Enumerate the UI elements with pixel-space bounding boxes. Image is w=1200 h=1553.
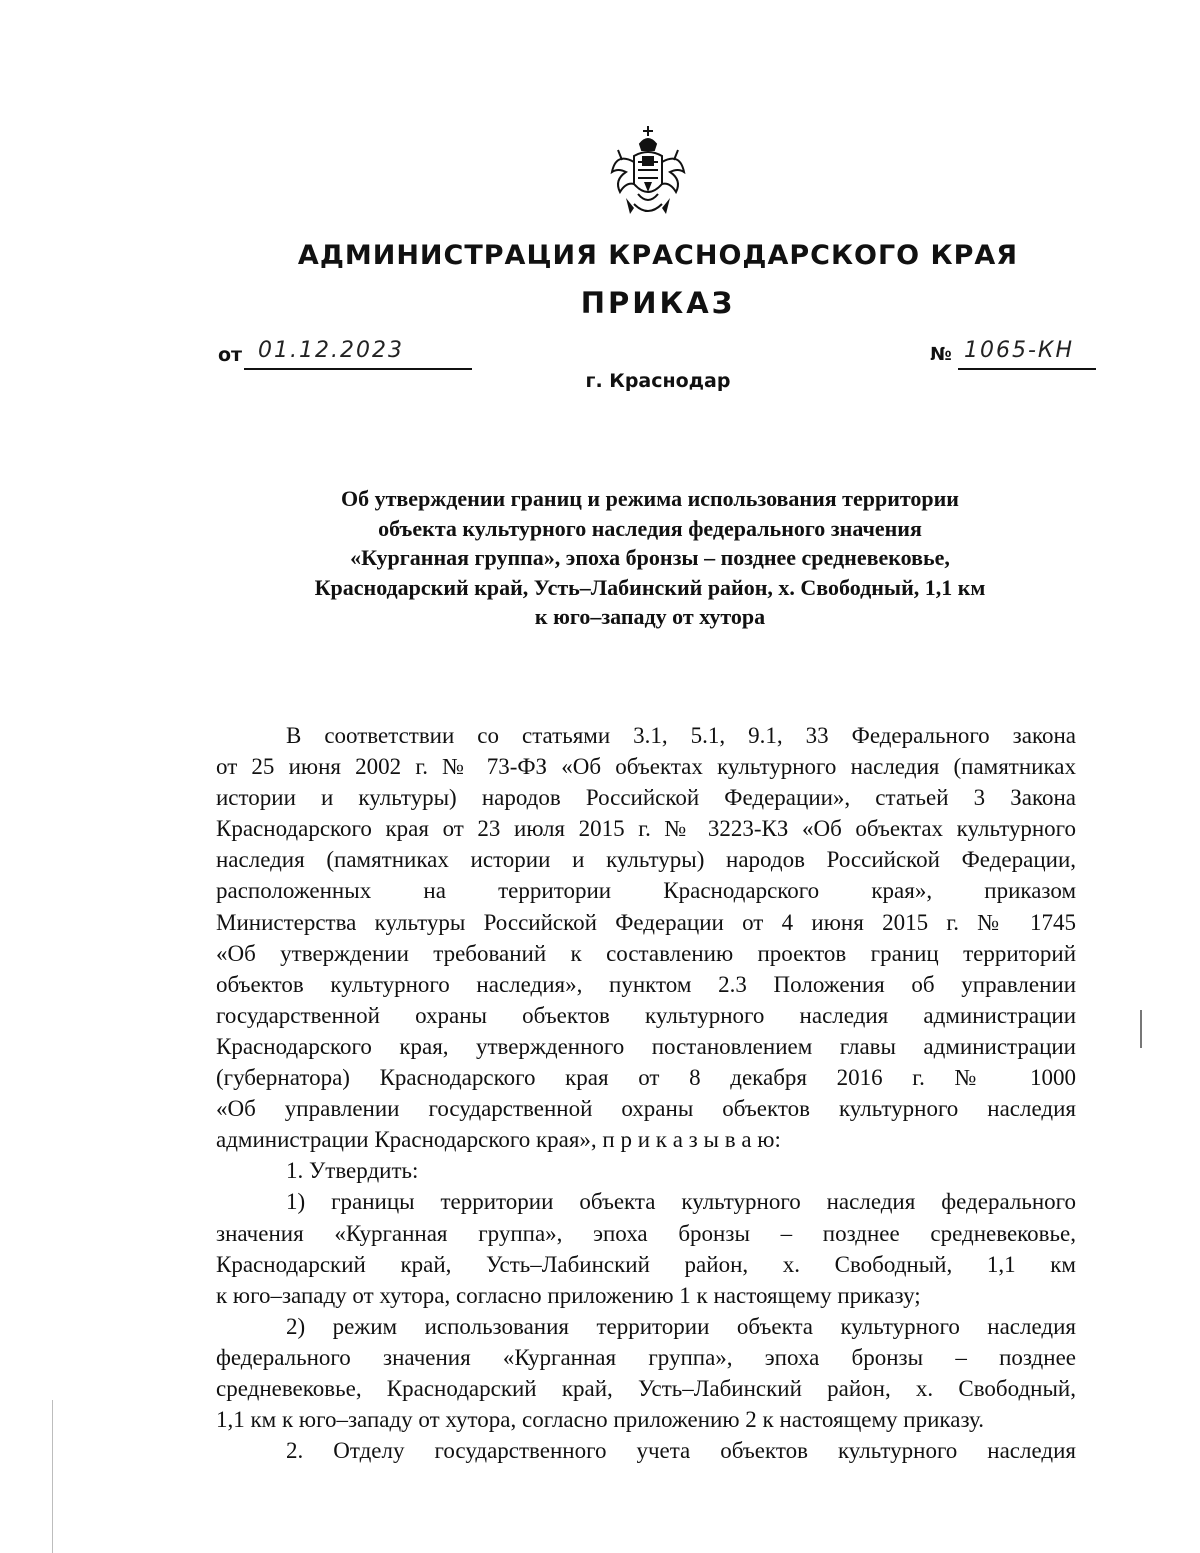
body-line: объектов культурного наследия», пунктом 2.3 Положения об управлении	[216, 971, 1076, 997]
date-value: 01.12.2023	[258, 338, 404, 363]
body-line: к юго–западу от хутора, согласно приложению 1 к настоящему приказу;	[216, 1282, 921, 1308]
body-line: 1,1 км к юго–западу от хутора, согласно приложению 2 к настоящему приказу.	[216, 1407, 984, 1433]
body-line: (губернатора) Краснодарского края от 8 декабря 2016 г. № 1000	[216, 1065, 1076, 1091]
body-line: истории и культуры) народов Российской Федерации», статьей 3 Закона	[216, 785, 1076, 811]
body-line: администрации Краснодарского края», п р и к а з ы в а ю:	[216, 1127, 781, 1153]
body-line: В соответствии со статьями 3.1, 5.1, 9.1, 33 Федерального закона	[286, 723, 1076, 748]
body-line: «Об утверждении требований к составлению проектов границ территорий	[216, 940, 1076, 966]
body-line: «Об управлении государственной охраны объектов культурного наследия	[216, 1096, 1076, 1122]
organization-title: АДМИНИСТРАЦИЯ КРАСНОДАРСКОГО КРАЯ	[297, 240, 1019, 271]
body-line: Краснодарский край, Усть–Лабинский район, х. Свободный, 1,1 км	[216, 1251, 1076, 1277]
number-value: 1065-КН	[964, 338, 1075, 363]
number-field	[958, 340, 1096, 370]
date-field	[244, 340, 472, 370]
body-line: средневековье, Краснодарский край, Усть–Лабинский район, х. Свободный,	[216, 1375, 1076, 1401]
scan-artifact-mark	[1140, 1010, 1142, 1048]
scan-artifact-line	[52, 1400, 53, 1553]
body-line: государственной охраны объектов культурного наследия администрации	[216, 1002, 1076, 1028]
subject-line: Об утверждении границ и режима использования территории	[341, 486, 959, 511]
document-type: ПРИКАЗ	[580, 286, 736, 320]
body-line: 2. Отделу государственного учета объектов культурного наследия	[286, 1438, 1076, 1464]
body-line: от 25 июня 2002 г. № 73-ФЗ «Об объектах культурного наследия (памятниках	[216, 754, 1076, 780]
subject-line: к юго–западу от хутора	[534, 604, 766, 629]
body-line: 2) режим использования территории объекта культурного наследия	[286, 1313, 1076, 1339]
city-label: г. Краснодар	[585, 370, 731, 392]
document-body	[216, 720, 1076, 1466]
subject-line: «Курганная группа», эпоха бронзы – позднее средневековье,	[350, 545, 950, 570]
subject-line: Краснодарский край, Усть–Лабинский район, х. Свободный, 1,1 км	[314, 574, 986, 600]
body-line: Краснодарского края, утвержденного постановлением главы администрации	[216, 1033, 1076, 1059]
coat-of-arms-icon	[604, 122, 692, 222]
body-line: расположенных на территории Краснодарского края», приказом	[216, 878, 1076, 904]
body-line: Министерства культуры Российской Федерации от 4 июня 2015 г. № 1745	[216, 909, 1076, 935]
number-label: №	[930, 344, 952, 365]
body-line: 1) границы территории объекта культурного наследия федерального	[286, 1189, 1076, 1215]
body-line: Краснодарского края от 23 июля 2015 г. № 3223-КЗ «Об объектах культурного	[216, 816, 1076, 842]
body-line: наследия (памятниках истории и культуры) народов Российской Федерации,	[216, 847, 1076, 873]
subject-heading	[0, 484, 1200, 632]
subject-line: объекта культурного наследия федерального значения	[378, 515, 922, 541]
body-line: федерального значения «Курганная группа», эпоха бронзы – позднее	[216, 1344, 1076, 1370]
body-line: значения «Курганная группа», эпоха бронзы – позднее средневековье,	[216, 1220, 1076, 1246]
date-label: от	[218, 344, 243, 366]
body-line: 1. Утвердить:	[286, 1158, 419, 1184]
